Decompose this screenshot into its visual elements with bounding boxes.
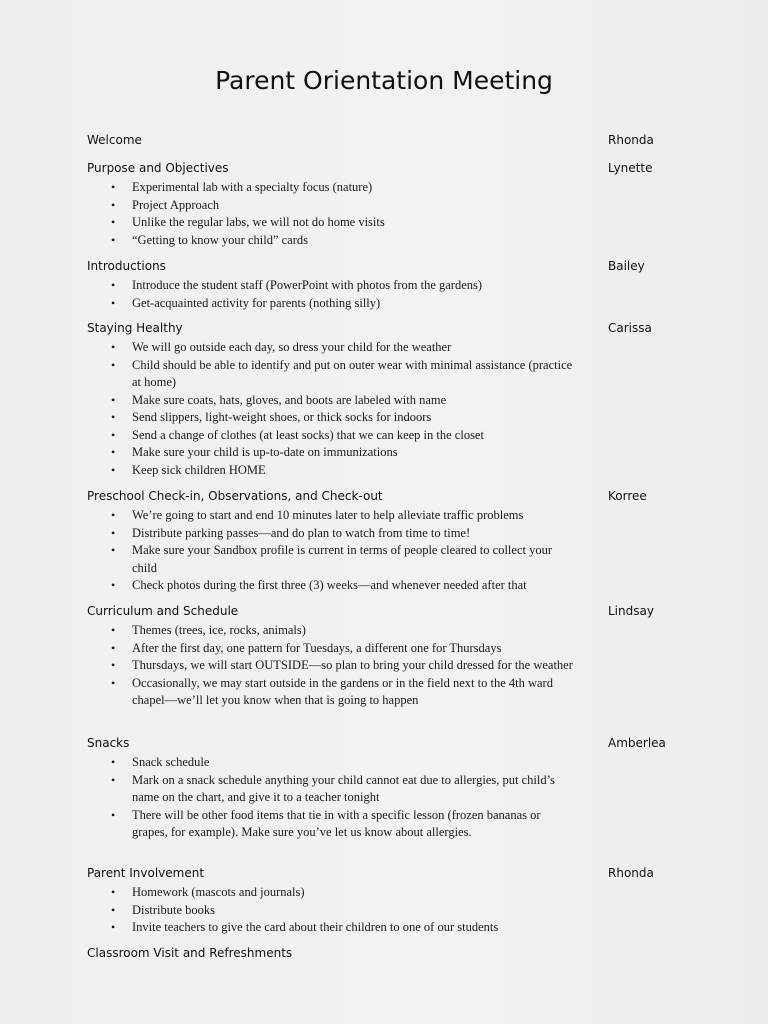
section-header	[87, 946, 687, 964]
bullet-icon: •	[111, 462, 116, 477]
bullet-icon: •	[111, 445, 116, 459]
list-item-text: Distribute parking passes—and do plan to watch from time to time!	[132, 525, 471, 540]
section-header	[87, 321, 687, 339]
bullet-icon: •	[111, 410, 116, 424]
bullet-icon: •	[111, 920, 116, 934]
list-item	[109, 772, 577, 807]
bullet-icon: •	[111, 902, 116, 917]
list-item-text: Send a change of clothes (at least socks) that we can keep in the closet	[132, 427, 484, 442]
bullet-icon: •	[111, 232, 116, 247]
section-presenter: Rhonda	[608, 866, 654, 880]
bullet-icon: •	[111, 278, 116, 292]
list-item	[109, 179, 577, 197]
list-item-text: We will go outside each day, so dress your child for the weather	[132, 340, 452, 354]
list-item	[109, 444, 577, 462]
section-snacks	[87, 736, 687, 842]
list-item-text: Make sure coats, hats, gloves, and boots are labeled with name	[132, 392, 447, 407]
section-title: Preschool Check-in, Observations, and Check-out	[87, 489, 383, 503]
bullet-icon: •	[111, 525, 116, 540]
list-item-text: Thursdays, we will start OUTSIDE—so plan to bring your child dressed for the weather	[132, 658, 573, 672]
list-item	[109, 214, 577, 232]
bullet-icon: •	[111, 295, 116, 310]
section-staying-healthy	[87, 321, 687, 479]
list-item	[109, 622, 577, 640]
bullet-icon: •	[111, 427, 116, 442]
section-header	[87, 604, 687, 622]
list-item	[109, 507, 577, 525]
section-presenter: Carissa	[608, 321, 652, 335]
section-curriculum	[87, 604, 687, 710]
bullet-icon: •	[111, 508, 116, 522]
bullet-icon: •	[111, 215, 116, 229]
bullet-icon: •	[111, 340, 116, 354]
list-item	[109, 427, 577, 445]
list-item	[109, 357, 577, 392]
section-classroom-visit	[87, 946, 687, 964]
section-title: Classroom Visit and Refreshments	[87, 946, 293, 960]
bullet-icon: •	[111, 755, 116, 769]
bullet-icon: •	[111, 640, 116, 655]
list-item	[109, 409, 577, 427]
list-item	[109, 462, 577, 480]
list-item	[109, 675, 577, 710]
bullet-icon: •	[111, 392, 116, 407]
bullet-list	[87, 277, 687, 312]
section-title: Staying Healthy	[87, 321, 183, 335]
list-item	[109, 884, 577, 902]
list-item	[109, 392, 577, 410]
section-title: Welcome	[87, 133, 142, 147]
section-header	[87, 489, 687, 507]
list-item	[109, 525, 577, 543]
section-presenter: Amberlea	[608, 736, 666, 750]
section-introductions	[87, 259, 687, 312]
section-purpose	[87, 161, 687, 249]
list-item-text: Experimental lab with a specialty focus (nature)	[132, 180, 373, 194]
list-item	[109, 807, 577, 842]
section-presenter: Lynette	[608, 161, 653, 175]
list-item-text: Make sure your Sandbox profile is current in terms of people cleared to collect your child	[132, 543, 553, 575]
list-item	[109, 295, 577, 313]
list-item-text: Snack schedule	[132, 755, 210, 769]
list-item-text: Distribute books	[132, 902, 215, 917]
list-item-text: Introduce the student staff (PowerPoint with photos from the gardens)	[132, 278, 483, 292]
section-presenter: Bailey	[608, 259, 645, 273]
bullet-icon: •	[111, 885, 116, 899]
bullet-list	[87, 622, 687, 710]
list-item-text: Project Approach	[132, 197, 220, 212]
section-title: Curriculum and Schedule	[87, 604, 239, 618]
list-item-text: There will be other food items that tie in with a specific lesson (frozen bananas or grapes, for example). Make sure you’ve let us know about allergies.	[132, 807, 541, 839]
list-item-text: Unlike the regular labs, we will not do home visits	[132, 215, 385, 229]
list-item-text: After the first day, one pattern for Tuesdays, a different one for Thursdays	[132, 640, 502, 655]
bullet-icon: •	[111, 772, 116, 787]
list-item	[109, 640, 577, 658]
section-header	[87, 736, 687, 754]
list-item	[109, 902, 577, 920]
section-header	[87, 866, 687, 884]
section-header	[87, 161, 687, 179]
list-item	[109, 197, 577, 215]
section-title: Purpose and Objectives	[87, 161, 229, 175]
list-item-text: Get-acquainted activity for parents (nothing silly)	[132, 295, 381, 310]
bullet-icon: •	[111, 675, 116, 690]
list-item	[109, 277, 577, 295]
bullet-icon: •	[111, 623, 116, 637]
list-item-text: We’re going to start and end 10 minutes later to help alleviate traffic problems	[132, 508, 524, 522]
section-parent-involvement	[87, 866, 687, 937]
list-item	[109, 754, 577, 772]
list-item-text: Child should be able to identify and put on outer wear with minimal assistance (practice at home)	[132, 357, 573, 389]
section-header	[87, 133, 687, 151]
section-presenter: Lindsay	[608, 604, 654, 618]
bullet-icon: •	[111, 357, 116, 372]
list-item	[109, 339, 577, 357]
list-item	[109, 542, 577, 577]
section-title: Parent Involvement	[87, 866, 205, 880]
list-item	[109, 657, 577, 675]
list-item	[109, 919, 577, 937]
list-item	[109, 232, 577, 250]
section-title: Introductions	[87, 259, 166, 273]
bullet-list	[87, 884, 687, 937]
list-item-text: Themes (trees, ice, rocks, animals)	[132, 623, 306, 637]
list-item-text: Invite teachers to give the card about their children to one of our students	[132, 920, 499, 934]
list-item-text: Check photos during the first three (3) weeks—and whenever needed after that	[132, 578, 527, 592]
section-presenter: Rhonda	[608, 133, 654, 147]
list-item-text: Make sure your child is up-to-date on immunizations	[132, 445, 398, 459]
bullet-icon: •	[111, 180, 116, 194]
section-presenter: Korree	[608, 489, 647, 503]
bullet-list	[87, 754, 687, 842]
bullet-icon: •	[111, 578, 116, 592]
bullet-list	[87, 179, 687, 249]
list-item-text: Keep sick children HOME	[132, 462, 266, 477]
list-item-text: Send slippers, light-weight shoes, or thick socks for indoors	[132, 410, 432, 424]
bullet-list	[87, 507, 687, 595]
section-header	[87, 259, 687, 277]
section-welcome	[87, 133, 687, 151]
list-item	[109, 577, 577, 595]
bullet-icon: •	[111, 543, 116, 557]
list-item-text: Homework (mascots and journals)	[132, 885, 305, 899]
list-item-text: Mark on a snack schedule anything your child cannot eat due to allergies, put child’s name on the chart, and give it to a teacher tonight	[132, 772, 555, 804]
list-item-text: “Getting to know your child” cards	[132, 232, 308, 247]
section-check-in	[87, 489, 687, 595]
section-title: Snacks	[87, 736, 130, 750]
page-title: Parent Orientation Meeting	[215, 66, 553, 95]
bullet-icon: •	[111, 807, 116, 822]
bullet-list	[87, 339, 687, 479]
list-item-text: Occasionally, we may start outside in the gardens or in the field next to the 4th ward chapel—we’ll let you know when that is going to happen	[132, 675, 553, 707]
bullet-icon: •	[111, 197, 116, 212]
bullet-icon: •	[111, 658, 116, 672]
